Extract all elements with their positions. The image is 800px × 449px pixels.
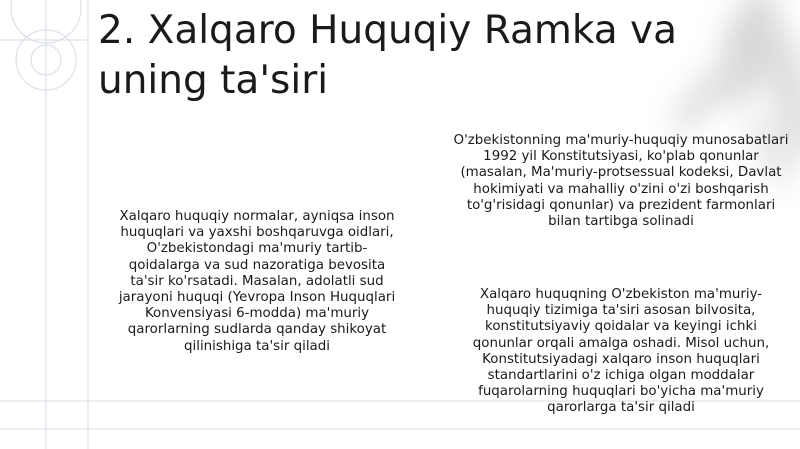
text-block-right-top: O'zbekistonning ma'muriy-huquqiy munosabatlari 1992 yil Konstitutsiyasi, ko'plab qonunlar (masalan, Ma'muriy-protsessual kodeksi, Davlat hokimiyati va mahalliy o'zini o'zi boshqarish to'g'risidagi qonunlar) va prezident farmonlari bilan tartibga solinadi: [453, 133, 789, 230]
text-block-right-bottom: Xalqaro huquqning O'zbekiston ma'muriy-huquqiy tizimiga ta'siri asosan bilvosita, konstitutsiyaviy qoidalar va keyingi ichki qonunlar orqali amalga oshadi. Misol uchun, Konstitutsiyadagi xalqaro inson huquqlari standartlarini o'z ichiga olgan moddalar fuqarolarning huquqlari bo'yicha ma'muriy qarorlarga ta'sir qiladi: [472, 287, 770, 416]
slide-title: 2. Xalqaro Huquqiy Ramka va uning ta'siri: [98, 8, 678, 103]
text-block-left: Xalqaro huquqiy normalar, ayniqsa inson huquqlari va yaxshi boshqaruvga oidlari, O'zbekistondagi ma'muriy tartib-qoidalarga va sud nazoratiga bevosita ta'sir ko'rsatadi. Masalan, adolatli sud jarayoni huquqi (Yevropa Inson Huquqlari Konvensiyasi 6-modda) ma'muriy qarorlarning sudlarda qanday shikoyat qilinishiga ta'sir qiladi: [118, 209, 396, 354]
